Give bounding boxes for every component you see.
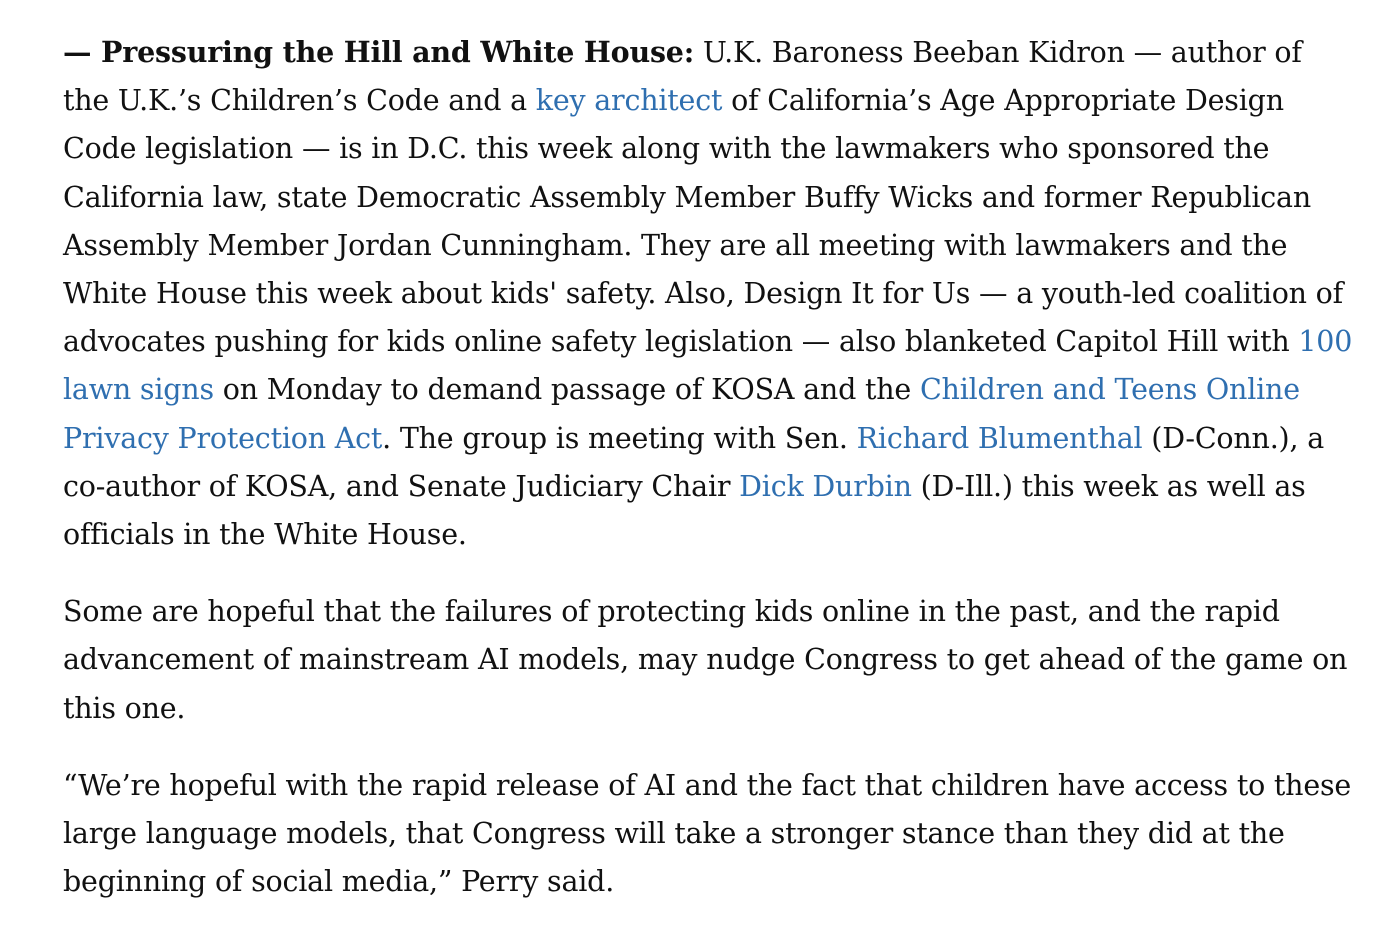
link-100-lawn-signs[interactable]: 100 lawn signs bbox=[63, 325, 1353, 407]
paragraph-text: . The group is meeting with Sen. bbox=[382, 421, 857, 455]
link-children-teens-privacy-act[interactable]: Children and Teens Online Privacy Protection Act bbox=[63, 373, 1300, 455]
link-dick-durbin[interactable]: Dick Durbin bbox=[739, 469, 912, 503]
paragraph-text: of California’s Age Appropriate Design Code legislation — is in D.C. this week along with the lawmakers who sponsored the California law, state Democratic Assembly Member Buffy Wicks and former Republican Assembly Member Jordan Cunningham. They are all meeting with lawmakers and the White House this week about kids' safety. Also, Design It for Us — a youth-led coalition of advocates pushing for kids online safety legislation — also blanketed Capitol Hill with bbox=[63, 84, 1343, 359]
link-key-architect[interactable]: key architect bbox=[535, 84, 723, 118]
paragraph-text: on Monday to demand passage of KOSA and the bbox=[213, 373, 920, 407]
paragraph-text: U.K. Baroness Beeban Kidron — author of the U.K.’s Children’s Code and a bbox=[63, 36, 1302, 118]
paragraph-text: (D-Conn.), a co-author of KOSA, and Senate Judiciary Chair bbox=[63, 421, 1324, 503]
paragraph-pressuring-hill bbox=[63, 28, 1353, 559]
paragraph-perry-quote: “We’re hopeful with the rapid release of AI and the fact that children have access to these large language models, that Congress will take a stronger stance than they did at the beginning of social media,” Perry said. bbox=[63, 768, 1352, 899]
link-richard-blumenthal[interactable]: Richard Blumenthal bbox=[856, 421, 1143, 455]
paragraph-hopeful-failures: Some are hopeful that the failures of protecting kids online in the past, and the rapid advancement of mainstream AI models, may nudge Congress to get ahead of the game on this one. bbox=[63, 595, 1348, 725]
article-body bbox=[63, 28, 1353, 935]
paragraph-text: (D-Ill.) this week as well as officials in the White House. bbox=[63, 469, 1306, 552]
section-lead-heading: — Pressuring the Hill and White House: bbox=[63, 35, 695, 69]
